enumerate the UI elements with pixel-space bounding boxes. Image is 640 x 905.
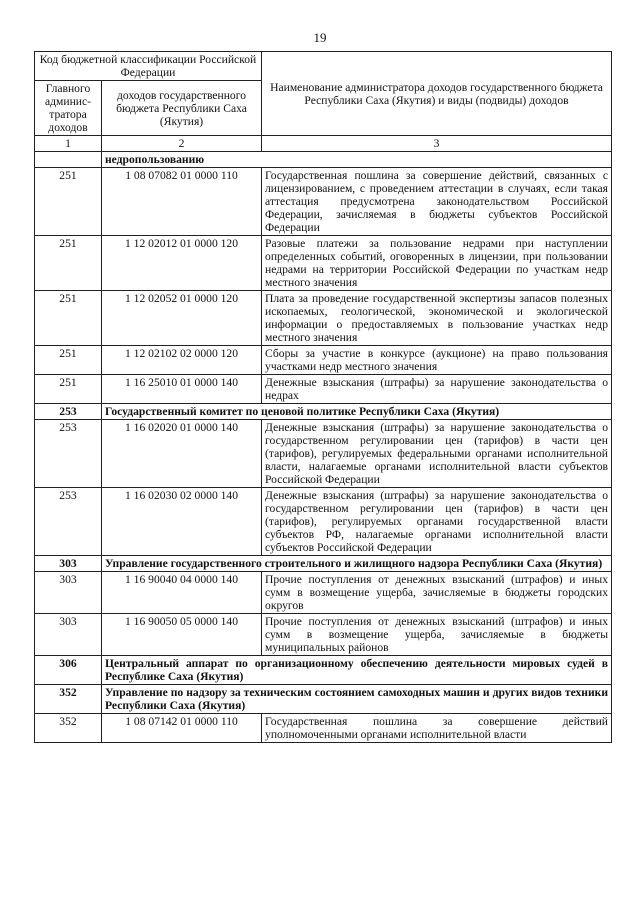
admin-code: 251 — [35, 291, 102, 346]
table-row — [35, 714, 612, 743]
income-description: Денежные взыскания (штрафы) за нарушение законодательства о государственном регулировании цен (тарифов) в части цен (тарифов), регулируемых органами государственной власти субъектов РФ, налагаемые органами исполнительной власти субъектов Российской Федерации — [262, 488, 612, 556]
income-description: Государственная пошлина за совершение действий уполномоченными органами исполнительной власти — [262, 714, 612, 743]
section-row-306 — [35, 656, 612, 685]
section-admin-code: 352 — [35, 685, 102, 714]
section-admin-code: 306 — [35, 656, 102, 685]
income-description: Разовые платежи за пользование недрами при наступлении определенных событий, оговоренных в лицензии, при пользовании недрами на территории Российской Федерации по участкам недр местного значения — [262, 236, 612, 291]
income-code: 1 16 90040 04 0000 140 — [102, 572, 262, 614]
budget-classification-table — [34, 51, 612, 743]
table-row — [35, 420, 612, 488]
income-description: Прочие поступления от денежных взысканий (штрафов) и иных сумм в возмещение ущерба, зачисляемые в бюджеты городских округов — [262, 572, 612, 614]
carryover-row — [35, 152, 612, 168]
admin-code: 253 — [35, 420, 102, 488]
income-description: Сборы за участие в конкурсе (аукционе) на право пользования участками недр местного значения — [262, 346, 612, 375]
income-code: 1 08 07142 01 0000 110 — [102, 714, 262, 743]
income-description: Плата за проведение государственной экспертизы запасов полезных ископаемых, геологической, экономической и экологической информации о предоставляемых в пользование участках недр местного значения — [262, 291, 612, 346]
income-code: 1 16 90050 05 0000 140 — [102, 614, 262, 656]
table-row — [35, 236, 612, 291]
section-title: Управление по надзору за техническим состоянием самоходных машин и других видов техники Республики Саха (Якутия) — [102, 685, 612, 714]
column-number-2: 2 — [102, 136, 262, 152]
header-group-cell: Код бюджетной классификации Российской Федерации — [35, 52, 262, 81]
income-code: 1 16 02030 02 0000 140 — [102, 488, 262, 556]
income-code: 1 12 02102 02 0000 120 — [102, 346, 262, 375]
table-row — [35, 488, 612, 556]
income-code: 1 16 02020 01 0000 140 — [102, 420, 262, 488]
income-code: 1 12 02052 01 0000 120 — [102, 291, 262, 346]
admin-code: 253 — [35, 488, 102, 556]
section-admin-code: 303 — [35, 556, 102, 572]
header-col2-cell: доходов государственного бюджета Республики Саха (Якутия) — [102, 81, 262, 136]
admin-code: 251 — [35, 375, 102, 404]
admin-code: 251 — [35, 236, 102, 291]
header-col3-cell: Наименование администратора доходов государственного бюджета Республики Саха (Якутия) и виды (подвиды) доходов — [262, 52, 612, 136]
income-description: Денежные взыскания (штрафы) за нарушение законодательства о государственном регулировании цен (тарифов) в части цен (тарифов), регулируемых федеральными органами исполнительной власти, налагаемые органами исполнительной власти субъектов Российской Федерации — [262, 420, 612, 488]
table-row — [35, 346, 612, 375]
admin-code: 352 — [35, 714, 102, 743]
section-row-253 — [35, 404, 612, 420]
income-description: Государственная пошлина за совершение действий, связанных с лицензированием, с проведением аттестации в случаях, если такая аттестация предусмотрена законодательством Российской Федерации, зачисляемая в бюджеты субъектов Российской Федерации — [262, 168, 612, 236]
table-row — [35, 168, 612, 236]
header-row-numbers — [35, 136, 612, 152]
income-description: Прочие поступления от денежных взысканий (штрафов) и иных сумм в возмещение ущерба, зачисляемые в бюджеты муниципальных районов — [262, 614, 612, 656]
admin-code: 303 — [35, 614, 102, 656]
header-col1-cell: Главного админис-тратора доходов — [35, 81, 102, 136]
section-title: Центральный аппарат по организационному обеспечению деятельности мировых судей в Республике Саха (Якутия) — [102, 656, 612, 685]
section-row-303 — [35, 556, 612, 572]
column-number-3: 3 — [262, 136, 612, 152]
carryover-text: недропользованию — [102, 152, 612, 168]
header-row-group — [35, 52, 612, 81]
section-row-352 — [35, 685, 612, 714]
income-code: 1 08 07082 01 0000 110 — [102, 168, 262, 236]
section-title: Государственный комитет по ценовой политике Республики Саха (Якутия) — [102, 404, 612, 420]
table-row — [35, 614, 612, 656]
admin-code: 251 — [35, 346, 102, 375]
income-code: 1 16 25010 01 0000 140 — [102, 375, 262, 404]
page-number: 19 — [313, 30, 327, 45]
column-number-1: 1 — [35, 136, 102, 152]
section-admin-code: 253 — [35, 404, 102, 420]
income-code: 1 12 02012 01 0000 120 — [102, 236, 262, 291]
table-row — [35, 291, 612, 346]
table-row — [35, 375, 612, 404]
section-title: Управление государственного строительного и жилищного надзора Республики Саха (Якутия) — [102, 556, 612, 572]
table-row — [35, 572, 612, 614]
admin-code: 251 — [35, 168, 102, 236]
admin-code: 303 — [35, 572, 102, 614]
income-description: Денежные взыскания (штрафы) за нарушение законодательства о недрах — [262, 375, 612, 404]
